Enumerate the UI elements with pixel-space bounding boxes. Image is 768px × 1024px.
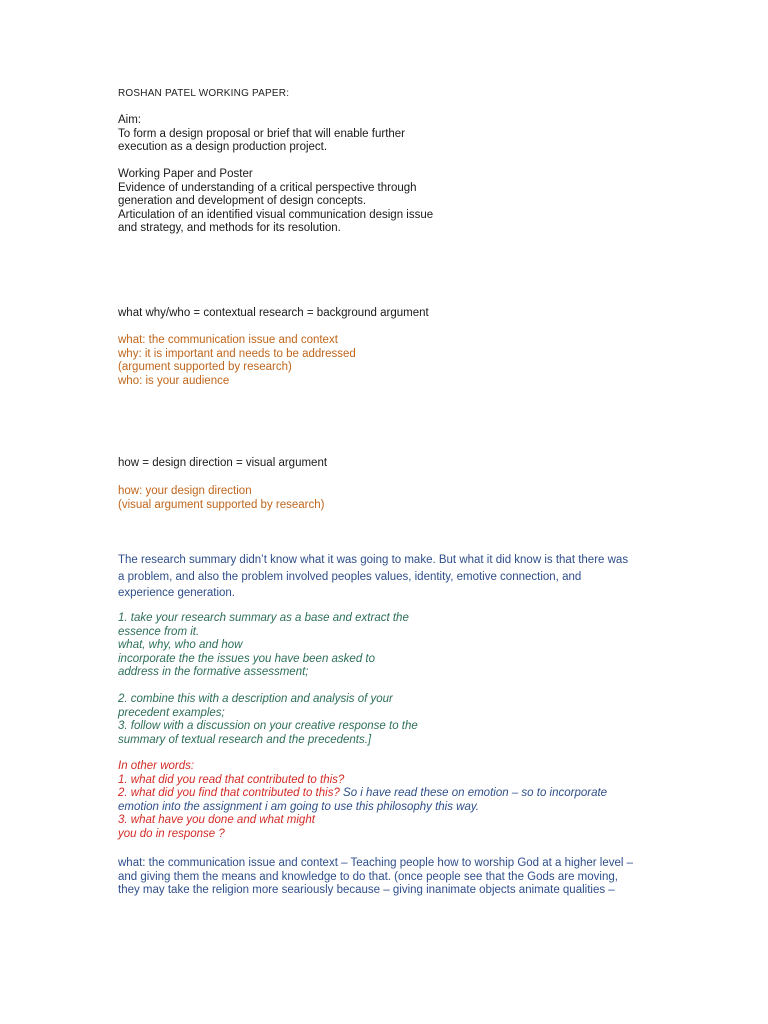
what-why-section xyxy=(118,334,678,388)
document-title-block xyxy=(118,87,678,101)
step-line: 3. follow with a discussion on your creative response to the xyxy=(118,720,418,733)
working-paper-heading: Working Paper and Poster xyxy=(118,168,253,180)
other-words-blue-part: So i have read these on emotion – so to incorporate xyxy=(339,787,608,800)
what-why-line: (argument supported by research) xyxy=(118,361,292,374)
working-paper-line: generation and development of design concepts. xyxy=(118,195,367,208)
aim-heading: Aim: xyxy=(118,114,141,126)
what-why-line: who: is your audience xyxy=(118,374,230,387)
steps-a-section xyxy=(118,612,678,680)
how-section xyxy=(118,485,678,512)
aim-line: execution as a design production project. xyxy=(118,141,328,154)
aim-line: To form a design proposal or brief that will enable further xyxy=(118,127,406,140)
step-line: precedent examples; xyxy=(118,706,225,719)
closing-line: they may take the religion more seariously because – giving inanimate objects animate qualities – xyxy=(118,884,615,897)
closing-section xyxy=(118,857,678,898)
closing-line: what: the communication issue and context – Teaching people how to worship God at a higher level – xyxy=(118,857,634,869)
other-words-line: you do in response ? xyxy=(118,827,225,840)
what-why-heading: what why/who = contextual research = background argument xyxy=(118,307,429,319)
working-paper-line: Evidence of understanding of a critical perspective through xyxy=(118,181,417,194)
summary-line: experience generation. xyxy=(118,587,235,599)
working-paper-line: and strategy, and methods for its resolution. xyxy=(118,222,341,235)
working-paper-section xyxy=(118,168,678,236)
what-why-heading-block xyxy=(118,307,678,321)
step-line: incorporate the the issues you have been asked to xyxy=(118,652,376,665)
working-paper-line: Articulation of an identified visual communication design issue xyxy=(118,208,434,221)
what-why-line: what: the communication issue and context xyxy=(118,334,338,346)
step-line: essence from it. xyxy=(118,625,200,638)
other-words-line: 3. what have you done and what might xyxy=(118,814,315,827)
other-words-line: 1. what did you read that contributed to this? xyxy=(118,773,345,786)
document-title: ROSHAN PATEL WORKING PAPER: xyxy=(118,88,290,99)
summary-line: a problem, and also the problem involved peoples values, identity, emotive connection, and xyxy=(118,570,582,583)
closing-line: and giving them the means and knowledge to do that. (once people see that the Gods are moving, xyxy=(118,870,618,883)
how-heading-block xyxy=(118,457,678,471)
other-words-red-part: 2. what did you find that contributed to this? xyxy=(118,787,340,800)
what-why-line: why: it is important and needs to be addressed xyxy=(118,347,356,360)
how-heading: how = design direction = visual argument xyxy=(118,457,328,469)
step-line: address in the formative assessment; xyxy=(118,666,309,679)
step-line: summary of textual research and the precedents.] xyxy=(118,733,372,746)
other-words-heading: In other words: xyxy=(118,760,195,772)
aim-section xyxy=(118,114,678,155)
step-line: 1. take your research summary as a base and extract the xyxy=(118,612,409,624)
step-line: what, why, who and how xyxy=(118,639,243,652)
other-words-line: emotion into the assignment i am going to use this philosophy this way. xyxy=(118,800,479,813)
step-line: 2. combine this with a description and analysis of your xyxy=(118,693,393,705)
summary-line: The research summary didn’t know what it was going to make. But what it did know is that there was xyxy=(118,554,629,566)
other-words-section xyxy=(118,760,678,842)
summary-section xyxy=(118,552,678,602)
steps-b-section xyxy=(118,693,678,747)
how-line: how: your design direction xyxy=(118,485,252,497)
how-line: (visual argument supported by research) xyxy=(118,498,325,511)
other-words-line-mixed xyxy=(118,787,678,801)
